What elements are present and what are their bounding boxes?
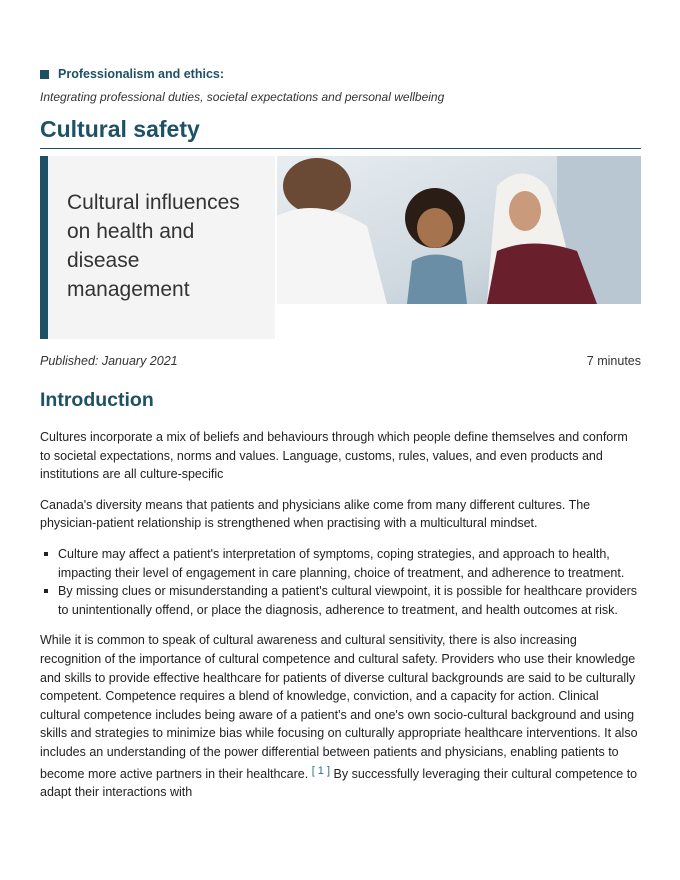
citation-link[interactable]: [ 1 ]: [311, 764, 331, 777]
list-item: Culture may affect a patient's interpretation of symptoms, coping strategies, and approach to health, impacting their level of engagement in care planning, choice of treatment, and adherence to treatment.: [58, 545, 641, 582]
article-meta: [40, 354, 641, 368]
section-tagline: Integrating professional duties, societal expectations and personal wellbeing: [40, 90, 445, 104]
square-bullet-icon: [40, 70, 49, 79]
paragraph: Canada's diversity means that patients and physicians alike come from many different cultures. The physician-patient relationship is strengthened when practising with a multicultural mindset.: [40, 497, 591, 531]
hero-card: [40, 156, 275, 339]
section-heading: Introduction: [40, 389, 154, 411]
paragraph: Cultures incorporate a mix of beliefs and behaviours through which people define themselves and conform to societal expectations, norms and values. Language, customs, rules, values, and even products and institutions are all culture-specific: [40, 430, 628, 482]
paragraph-text: While it is common to speak of cultural awareness and cultural sensitivity, there is also increasing recognition of the importance of cultural competence and cultural safety. Providers who use their knowledge and skills to provide effective healthcare for patients of diverse cultural backgrounds are said to be culturally competent. Competence requires a blend of knowledge, conviction, and a capacity for action. Clinical cultural competence includes being aware of a patient's and one's own socio-cultural background and using skills and strategies to minimize bias while focusing on culturally appropriate healthcare interventions. It also includes an understanding of the power differential between patients and physicians, enabling patients to become more active partners in their healthcare.: [40, 633, 638, 781]
paragraph-text: By successfully leveraging their cultural competence to adapt their interactions with: [40, 766, 638, 800]
hero-photo-illustration: [277, 156, 641, 304]
page-title: Cultural safety: [40, 116, 200, 142]
article-body: [40, 428, 641, 814]
bullet-list: [40, 545, 641, 619]
paragraph: [40, 631, 641, 801]
list-item: By missing clues or misunderstanding a patient's cultural viewpoint, it is possible for healthcare providers to unintentionally offend, or place the diagnosis, adherence to treatment, and health outcomes at risk.: [58, 582, 641, 619]
section-label-text: Professionalism and ethics:: [58, 67, 225, 81]
section-label[interactable]: [40, 67, 224, 81]
published-date: Published: January 2021: [40, 354, 178, 368]
title-divider: [40, 148, 641, 149]
hero-banner: [40, 156, 641, 339]
hero-card-title: Cultural influences on health and disease management: [67, 191, 240, 301]
read-time: 7 minutes: [586, 354, 641, 368]
hero-photo: [277, 156, 641, 304]
